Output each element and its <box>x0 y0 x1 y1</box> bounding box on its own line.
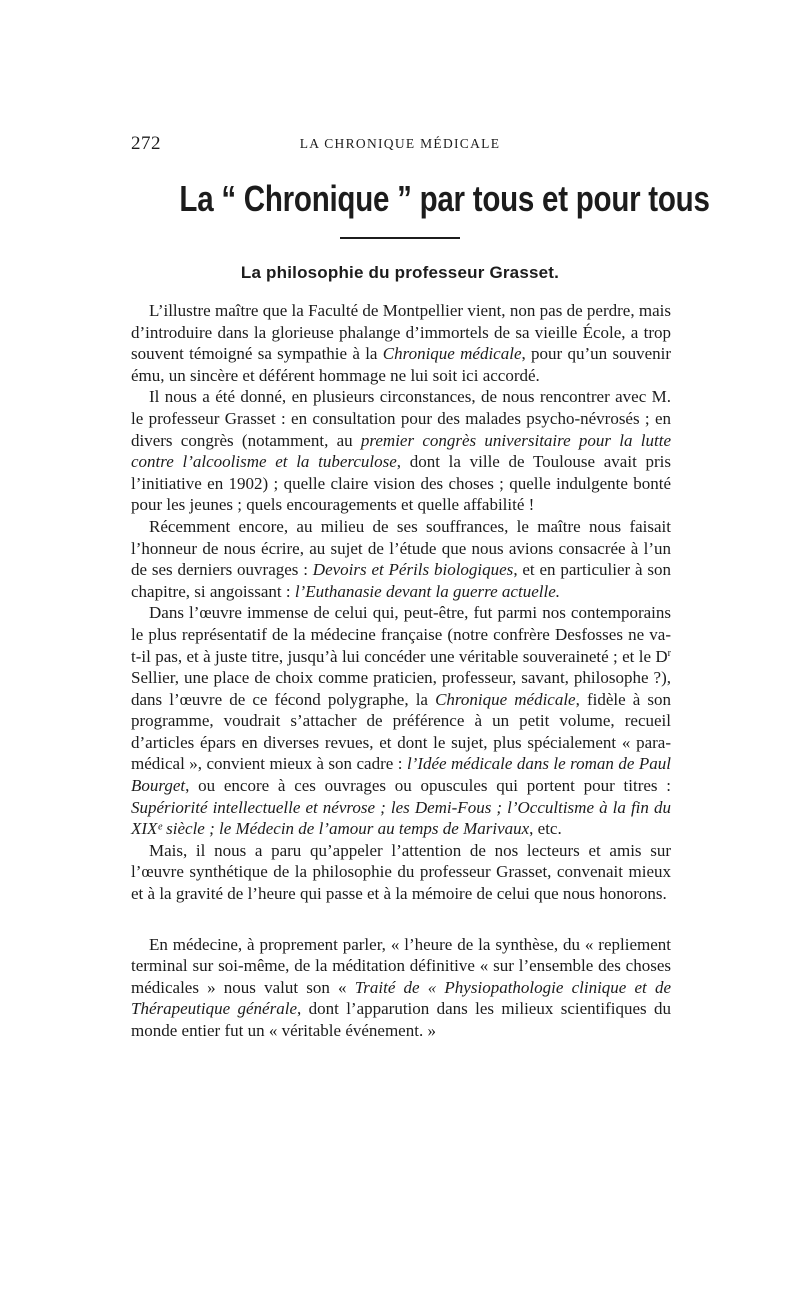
title-divider <box>340 237 460 239</box>
text-run: , fidèle à son programme, voudrait s’attacher de préférence à un petit volume, recueil d’articles épars en diverses revues, et dont le sujet, plus spécialement « para-médical », convient mieux à son cadre : <box>131 689 671 774</box>
paragraph-6 <box>131 934 671 1042</box>
italic-run: premier congrès universitaire pour la lutte contre l’alcoolisme et la tuberculose <box>131 430 671 472</box>
text-run: Mais, il nous a paru qu’appeler l’attention de nos lecteurs et amis sur l’œuvre synthétique de la philosophie du professeur Grasset, convenait mieux et à la gravité de l’heure qui passe et à la mémoire de celui que nous honorons. <box>131 840 671 904</box>
text-run: En médecine, à proprement parler, « l’heure de la synthèse, du « repliement terminal sur soi-même, de la méditation définitive « sur l’ensemble des choses médicales » nous valut son « <box>131 934 671 997</box>
paragraph-1 <box>131 300 671 386</box>
running-head <box>131 133 669 155</box>
text-run: , dont l’apparution dans les milieux scientifiques du monde entier fut un « véritable événement. » <box>131 999 671 1040</box>
italic-run: l’Euthanasie devant la guerre actuelle. <box>294 581 560 601</box>
text-run: , dont la ville de Toulouse avait pris l’initiative en 1902) ; quelle claire vision des choses ; quelle indulgente bonté pour les jeunes ; quels encouragements et quelle affabilité ! <box>131 452 671 515</box>
text-run: , etc. <box>529 819 562 839</box>
italic-run: l’Idée médicale dans le roman de Paul Bourget <box>131 754 671 796</box>
italic-run: Traité de « Physiopathologie clinique et de Thérapeutique générale <box>131 977 671 1019</box>
journal-name: LA CHRONIQUE MÉDICALE <box>299 136 501 151</box>
text-run: Sellier, une place de choix comme praticien, professeur, savant, philosophe ?), dans l’œuvre de ce fécond polygraphe, la <box>131 668 671 709</box>
superscript: r <box>667 647 671 659</box>
text-run: Dans l’œuvre immense de celui qui, peut-être, fut parmi nos contemporains le plus représentatif de la médecine française (notre confrère Desfosses ne va-t-il pas, et à juste titre, jusqu’à lui concéder une véritable souveraineté ; et le D <box>131 603 671 666</box>
text-run: Il nous a été donné, en plusieurs circonstances, de nous rencontrer avec M. le professeur Grasset : en consultation pour des malades psycho-névrosés ; en divers congrès (notamment, au <box>131 387 671 450</box>
text-run: Récemment encore, au milieu de ses souffrances, le maître nous faisait l’honneur de nous écrire, au sujet de l’étude que nous avions consacrée à l’un de ses derniers ouvrages : <box>131 516 671 580</box>
paragraph-2 <box>131 386 671 516</box>
italic-run: Devoirs et Périls biologiques <box>312 560 514 580</box>
italic-run: Supériorité intellectuelle et névrose ; les Demi-Fous ; l’Occultisme à la fin du XIXᵉ siècle ; le Médecin de l’amour au temps de Marivaux <box>131 797 671 839</box>
text-run: , et en particulier à son chapitre, si angoissant : <box>131 560 672 601</box>
paragraph-5 <box>131 840 671 905</box>
article-title: La “ Chronique ” par tous et pour tous <box>179 178 710 219</box>
text-run: , pour qu’un souvenir ému, un sincère et déférent hommage ne lui soit ici accordé. <box>131 344 671 385</box>
article-body <box>131 300 671 1042</box>
text-run: L’illustre maître que la Faculté de Montpellier vient, non pas de perdre, mais d’introduire dans la glorieuse phalange d’immortels de sa vieille École, a trop souvent témoigné sa sympathie à la <box>131 301 671 364</box>
text-run: , ou encore à ces ouvrages ou opuscules qui portent pour titres : <box>185 776 671 796</box>
paragraph-4 <box>131 602 671 840</box>
italic-run: Chronique médicale <box>382 344 522 364</box>
italic-run: Chronique médicale <box>435 689 576 709</box>
page-number: 272 <box>131 133 161 154</box>
paragraph-3 <box>131 516 671 602</box>
article-subtitle: La philosophie du professeur Grasset. <box>240 263 560 282</box>
